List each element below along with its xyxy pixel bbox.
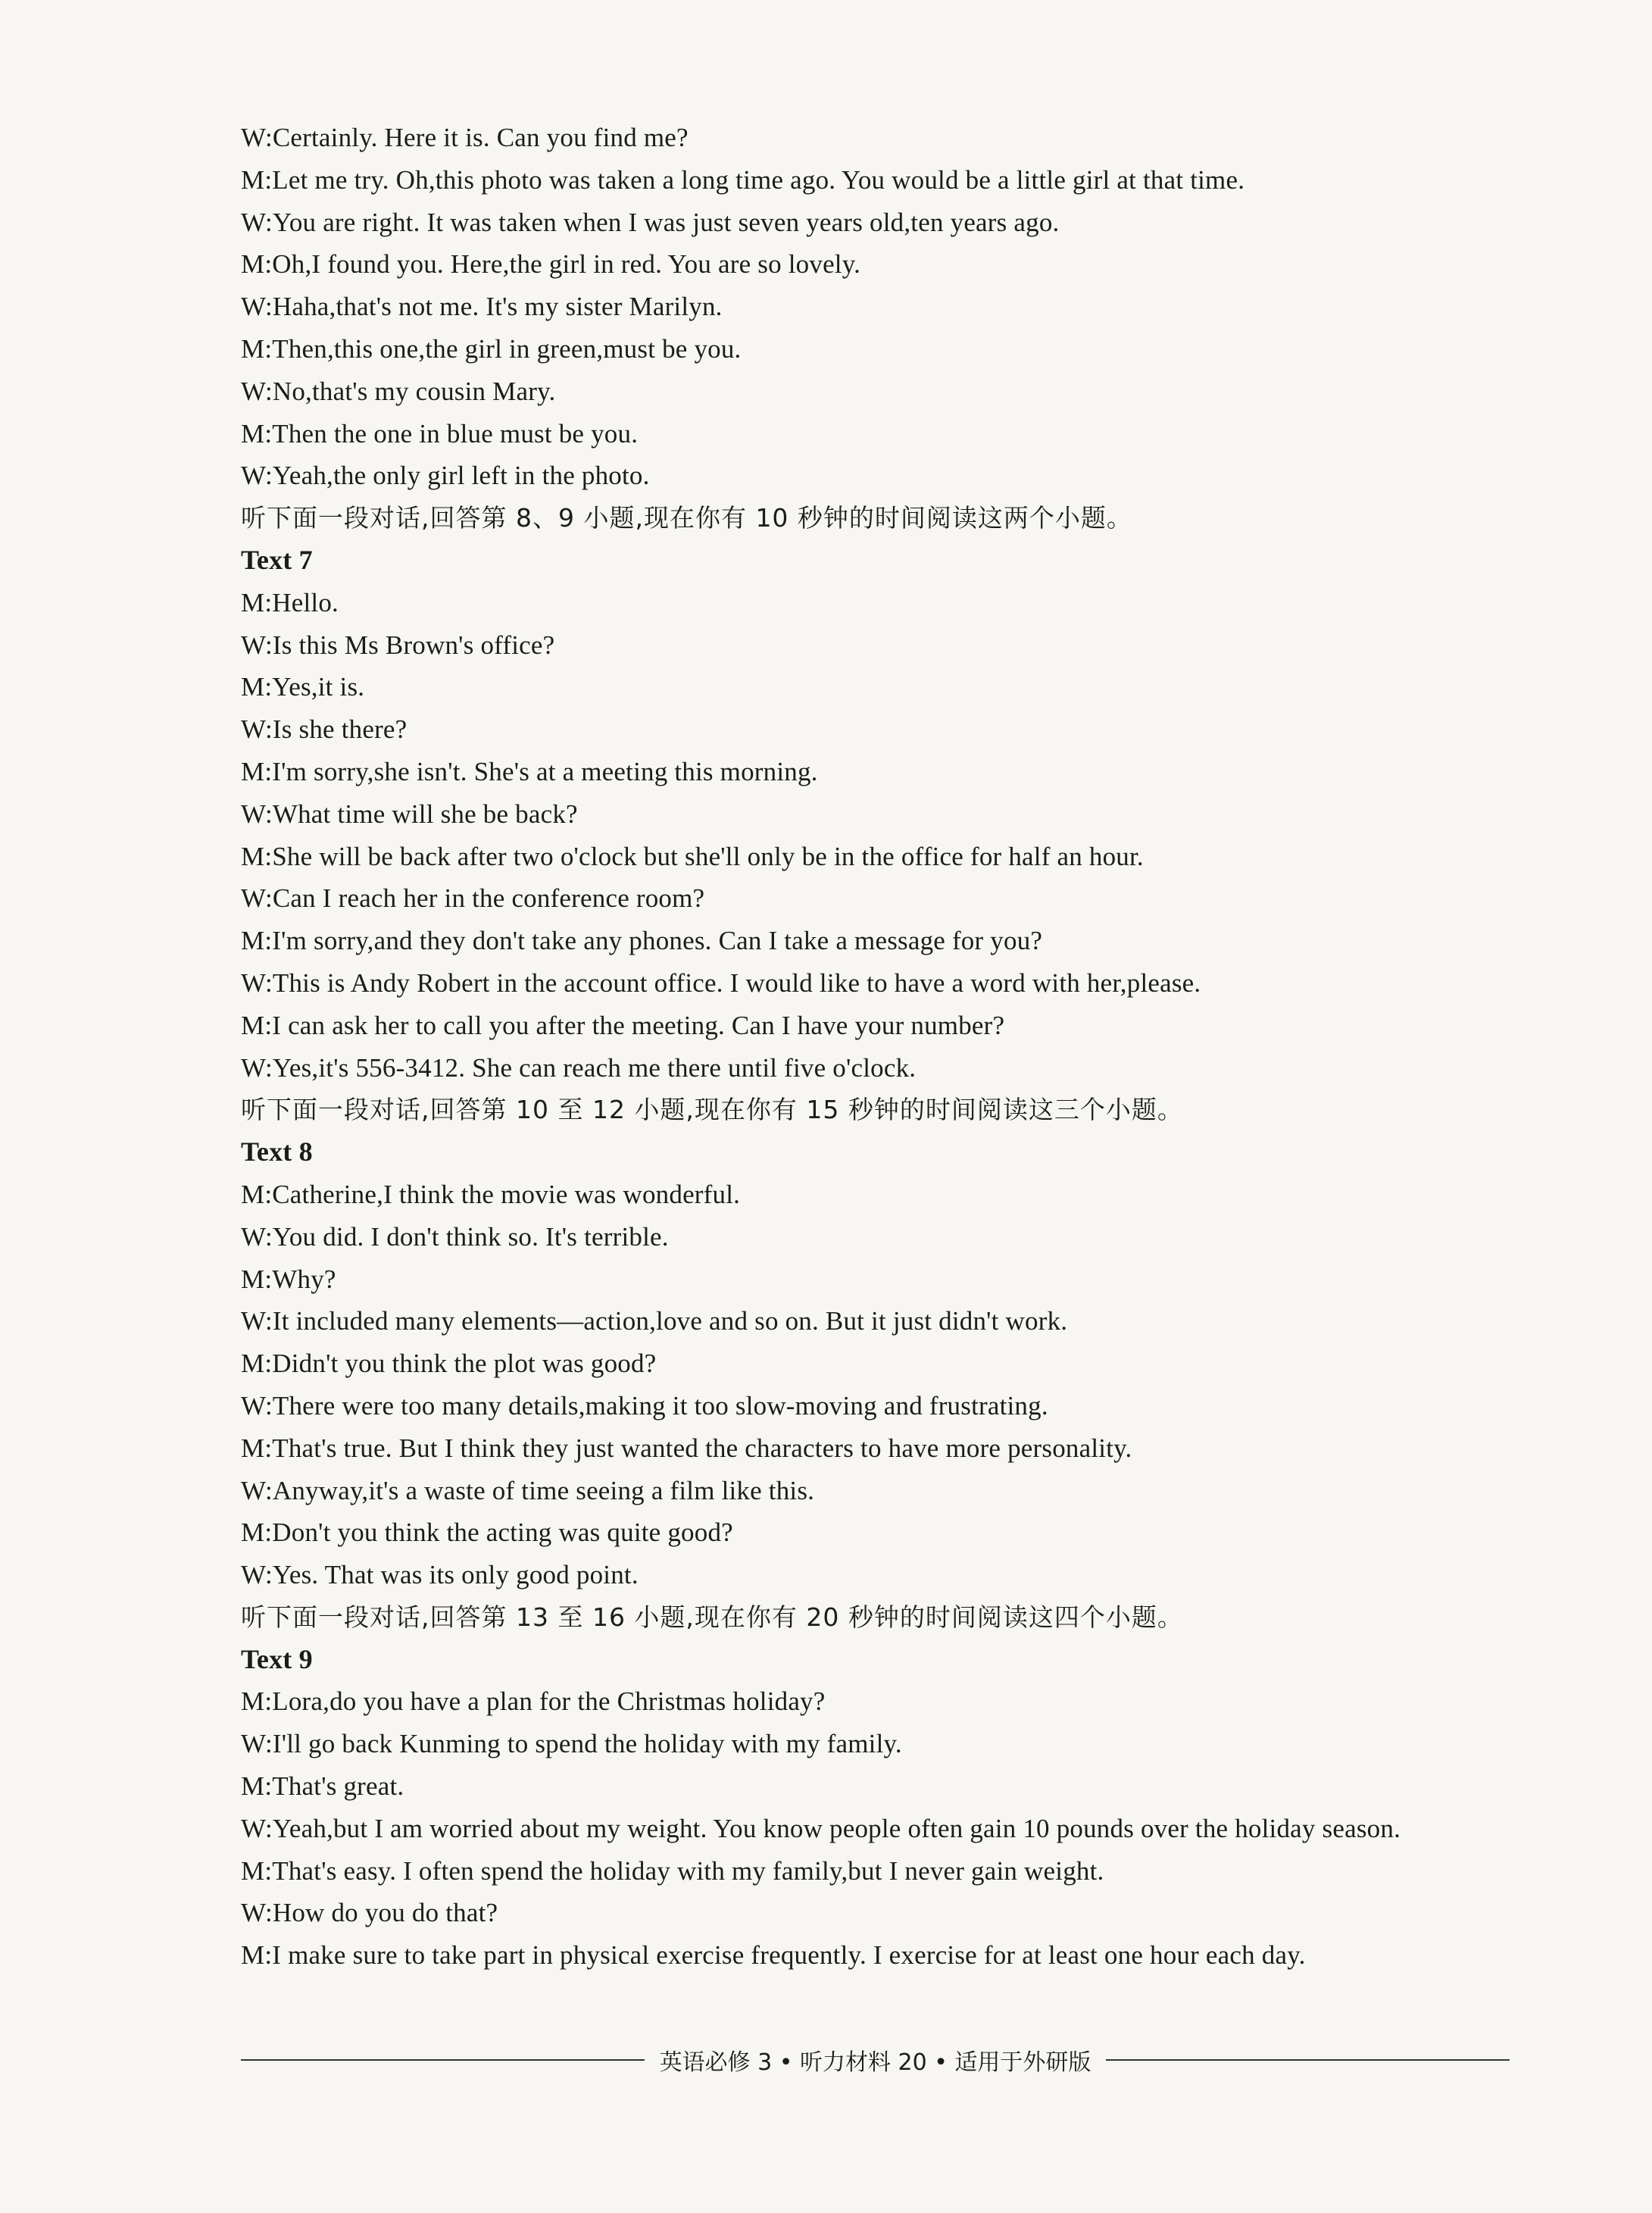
dialog-line (241, 370, 1529, 413)
dialog-line (241, 1385, 1529, 1427)
dialog-line (241, 1342, 1529, 1385)
dialog-line (241, 1258, 1529, 1301)
speaker-separator: : (264, 1813, 273, 1843)
instruction-line: 听下面一段对话,回答第 8、9 小题,现在你有 10 秒钟的时间阅读这两个小题。 (241, 503, 1132, 533)
dialog-text: No,that's my cousin Mary. (272, 376, 556, 406)
instruction-line: 听下面一段对话,回答第 13 至 16 小题,现在你有 20 秒钟的时间阅读这四个小题。 (241, 1602, 1183, 1632)
speaker-separator: : (264, 841, 273, 871)
speaker-separator: : (264, 1729, 273, 1759)
dialog-line (241, 1427, 1529, 1470)
dialog-line (241, 1934, 1529, 1977)
speaker-label: W (241, 461, 265, 491)
dialog-line (241, 1005, 1529, 1047)
dialog-line (241, 708, 1529, 751)
dialog-text: That's great. (272, 1771, 404, 1802)
dialog-line (241, 920, 1529, 962)
speaker-separator: : (264, 1898, 273, 1928)
speaker-label: W (241, 1475, 265, 1505)
dialog-text: Then,this one,the girl in green,must be you. (272, 333, 742, 364)
dialog-line (241, 1174, 1529, 1216)
dialog-line (241, 1808, 1529, 1850)
dialog-text: I make sure to take part in physical exercise frequently. I exercise for at least one hour each day. (272, 1940, 1306, 1971)
speaker-label: M (241, 1686, 265, 1717)
dialog-line (241, 1680, 1529, 1723)
speaker-label: W (241, 883, 265, 914)
dialog-line (241, 793, 1529, 836)
speaker-label: W (241, 714, 265, 745)
dialog-text: Haha,that's not me. It's my sister Marilyn. (272, 292, 723, 322)
dialog-line (241, 582, 1529, 624)
dialog-text: I can ask her to call you after the meeting. Can I have your number? (272, 1010, 1005, 1040)
speaker-label: W (241, 1306, 265, 1336)
speaker-separator: : (264, 207, 273, 237)
dialog-text: She will be back after two o'clock but she'll only be in the office for half an hour. (272, 841, 1144, 871)
dialog-text: That's easy. I often spend the holiday with my family,but I never gain weight. (272, 1855, 1104, 1886)
speaker-label: M (241, 1010, 265, 1040)
dialog-text: Can I reach her in the conference room? (272, 883, 705, 914)
speaker-separator: : (264, 123, 273, 152)
speaker-label: W (241, 967, 265, 998)
dialog-line (241, 1047, 1529, 1089)
speaker-label: M (241, 1771, 265, 1802)
dialog-text: Yes,it is. (272, 672, 365, 702)
speaker-separator: : (264, 883, 273, 914)
speaker-label: M (241, 926, 265, 956)
dialog-line (241, 1765, 1529, 1808)
dialog-text: I'll go back Kunming to spend the holiday with my family. (272, 1729, 902, 1759)
dialog-line (241, 1470, 1529, 1512)
speaker-separator: : (264, 1179, 273, 1209)
footer-right-rule (1106, 2059, 1510, 2061)
speaker-separator: : (264, 376, 273, 406)
speaker-label: W (241, 1813, 265, 1843)
speaker-separator: : (264, 164, 273, 195)
speaker-label: M (241, 587, 265, 617)
dialog-line (241, 1511, 1529, 1554)
dialog-text: You did. I don't think so. It's terrible. (272, 1221, 669, 1252)
dialog-text: Oh,I found you. Here,the girl in red. You are so lovely. (272, 249, 861, 280)
speaker-label: W (241, 799, 265, 829)
dialog-text: Certainly. Here it is. Can you find me? (272, 123, 689, 152)
speaker-separator: : (264, 1052, 273, 1083)
dialog-text: Catherine,I think the movie was wonderful. (272, 1179, 741, 1209)
speaker-label: M (241, 841, 265, 871)
dialog-text: What time will she be back? (272, 799, 578, 829)
dialog-line (241, 455, 1529, 497)
speaker-separator: : (264, 292, 273, 322)
speaker-label: M (241, 333, 265, 364)
dialog-text: Anyway,it's a waste of time seeing a film like this. (272, 1475, 815, 1505)
speaker-label: M (241, 756, 265, 786)
page-footer (241, 2042, 1510, 2078)
speaker-label: W (241, 1898, 265, 1928)
dialog-line (241, 328, 1529, 370)
speaker-separator: : (264, 967, 273, 998)
dialog-line (241, 1892, 1529, 1934)
dialog-line (241, 1300, 1529, 1342)
speaker-separator: : (264, 630, 273, 660)
dialog-line (241, 1850, 1529, 1893)
speaker-label: M (241, 1264, 265, 1294)
speaker-separator: : (264, 1518, 273, 1548)
dialog-text: Lora,do you have a plan for the Christmas holiday? (272, 1686, 826, 1717)
dialog-line (241, 624, 1529, 667)
speaker-label: M (241, 418, 265, 449)
dialog-text: Hello. (272, 587, 339, 617)
dialog-text: Don't you think the acting was quite good? (272, 1518, 733, 1548)
speaker-separator: : (264, 1475, 273, 1505)
speaker-label: W (241, 1221, 265, 1252)
speaker-separator: : (264, 1560, 273, 1590)
speaker-separator: : (264, 1010, 273, 1040)
speaker-separator: : (264, 1264, 273, 1294)
dialog-line (241, 117, 1529, 159)
speaker-separator: : (264, 799, 273, 829)
speaker-label: M (241, 1518, 265, 1548)
speaker-label: M (241, 1349, 265, 1379)
dialog-text: Is she there? (272, 714, 408, 745)
speaker-separator: : (264, 1349, 273, 1379)
speaker-label: W (241, 1390, 265, 1421)
speaker-separator: : (264, 1306, 273, 1336)
speaker-label: W (241, 1052, 265, 1083)
dialog-text: This is Andy Robert in the account office. I would like to have a word with her,please. (272, 967, 1201, 998)
dialog-text: Then the one in blue must be you. (272, 418, 639, 449)
dialog-text: It included many elements—action,love and so on. But it just didn't work. (272, 1306, 1068, 1336)
footer-left-rule (241, 2059, 645, 2061)
section-heading: Text 7 (241, 544, 313, 575)
instruction-line: 听下面一段对话,回答第 10 至 12 小题,现在你有 15 秒钟的时间阅读这三个小题。 (241, 1095, 1183, 1125)
speaker-separator: : (264, 926, 273, 956)
speaker-label: W (241, 292, 265, 322)
dialog-text: How do you do that? (272, 1898, 498, 1928)
dialog-line (241, 159, 1529, 202)
dialog-text: There were too many details,making it too slow-moving and frustrating. (272, 1390, 1048, 1421)
dialog-text: You are right. It was taken when I was just seven years old,ten years ago. (272, 207, 1060, 237)
speaker-separator: : (264, 1433, 273, 1463)
speaker-label: W (241, 376, 265, 406)
speaker-separator: : (264, 756, 273, 786)
speaker-label: W (241, 207, 265, 237)
speaker-separator: : (264, 1221, 273, 1252)
footer-text: 英语必修 3 • 听力材料 20 • 适用于外研版 (659, 2049, 1091, 2076)
speaker-label: M (241, 672, 265, 702)
dialog-line (241, 243, 1529, 286)
speaker-label: W (241, 123, 265, 152)
dialog-text: Didn't you think the plot was good? (272, 1349, 657, 1379)
speaker-label: W (241, 630, 265, 660)
speaker-separator: : (264, 461, 273, 491)
speaker-separator: : (264, 418, 273, 449)
dialog-line (241, 1216, 1529, 1258)
speaker-separator: : (264, 1686, 273, 1717)
dialog-line (241, 877, 1529, 920)
dialog-text: Yes. That was its only good point. (272, 1560, 639, 1590)
speaker-separator: : (264, 333, 273, 364)
dialog-line (241, 836, 1529, 878)
dialog-line (241, 962, 1529, 1005)
section-heading: Text 8 (241, 1136, 313, 1167)
dialog-text: Is this Ms Brown's office? (272, 630, 555, 660)
speaker-separator: : (264, 587, 273, 617)
speaker-separator: : (264, 1855, 273, 1886)
dialog-text: I'm sorry,and they don't take any phones. Can I take a message for you? (272, 926, 1043, 956)
speaker-label: W (241, 1729, 265, 1759)
speaker-label: M (241, 164, 265, 195)
speaker-label: W (241, 1560, 265, 1590)
dialog-line (241, 1554, 1529, 1596)
transcript-body (241, 117, 1529, 1977)
speaker-separator: : (264, 1390, 273, 1421)
dialog-text: That's true. But I think they just wanted the characters to have more personality. (272, 1433, 1132, 1463)
dialog-text: I'm sorry,she isn't. She's at a meeting this morning. (272, 756, 818, 786)
dialog-line (241, 286, 1529, 328)
speaker-separator: : (264, 672, 273, 702)
dialog-text: Yeah,but I am worried about my weight. You know people often gain 10 pounds over the holiday season. (272, 1813, 1401, 1843)
speaker-separator: : (264, 714, 273, 745)
dialog-text: Why? (272, 1264, 336, 1294)
speaker-separator: : (264, 249, 273, 280)
speaker-label: M (241, 1433, 265, 1463)
speaker-separator: : (264, 1940, 273, 1971)
dialog-line (241, 1723, 1529, 1765)
dialog-line (241, 666, 1529, 708)
speaker-label: M (241, 1855, 265, 1886)
dialog-line (241, 202, 1529, 244)
dialog-line (241, 751, 1529, 793)
dialog-text: Yes,it's 556-3412. She can reach me there until five o'clock. (272, 1052, 917, 1083)
dialog-line (241, 413, 1529, 455)
speaker-label: M (241, 1179, 265, 1209)
dialog-text: Let me try. Oh,this photo was taken a long time ago. You would be a little girl at that time. (272, 164, 1245, 195)
speaker-separator: : (264, 1771, 273, 1802)
dialog-text: Yeah,the only girl left in the photo. (272, 461, 650, 491)
section-heading: Text 9 (241, 1643, 313, 1674)
speaker-label: M (241, 1940, 265, 1971)
speaker-label: M (241, 249, 265, 280)
